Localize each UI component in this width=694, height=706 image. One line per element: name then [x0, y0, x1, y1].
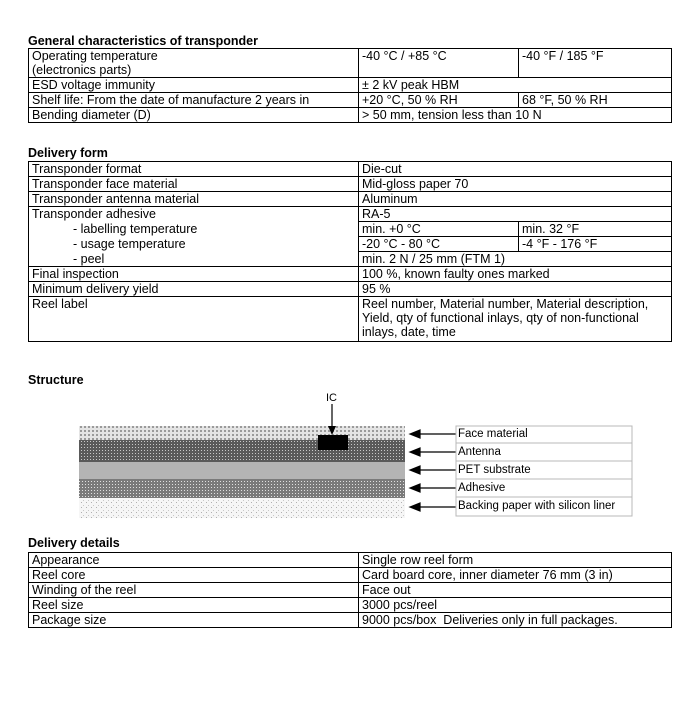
table-row [29, 237, 672, 252]
table-row [29, 267, 672, 282]
section-title-delivery-form: Delivery form [28, 146, 108, 160]
row-value: -20 °C - 80 °C [359, 237, 519, 252]
row-label-sub: - labelling temperature [29, 222, 359, 237]
row-label: Transponder format [29, 162, 359, 177]
row-value: min. +0 °C [359, 222, 519, 237]
row-label: Transponder face material [29, 177, 359, 192]
row-label: Package size [29, 613, 359, 628]
row-label: Minimum delivery yield [29, 282, 359, 297]
row-label: Reel core [29, 568, 359, 583]
ic-chip [318, 435, 348, 450]
row-label: Transponder adhesive [29, 207, 359, 222]
row-value: Die-cut [359, 162, 672, 177]
row-value: min. 2 N / 25 mm (FTM 1) [359, 252, 672, 267]
row-value: +20 °C, 50 % RH [359, 93, 519, 108]
section-title-general: General characteristics of transponder [28, 34, 258, 48]
row-value-imperial: -40 °F / 185 °F [519, 49, 672, 78]
table-row [29, 297, 672, 342]
row-label [29, 49, 359, 78]
table-row [29, 192, 672, 207]
row-value: 3000 pcs/reel [359, 598, 672, 613]
row-value: RA-5 [359, 207, 672, 222]
row-value: > 50 mm, tension less than 10 N [359, 108, 672, 123]
row-value: 100 %, known faulty ones marked [359, 267, 672, 282]
row-value: 95 % [359, 282, 672, 297]
row-label: Final inspection [29, 267, 359, 282]
table-row [29, 613, 672, 628]
table-row [29, 49, 672, 78]
delivery-form-table [28, 161, 672, 342]
row-label: Appearance [29, 553, 359, 568]
row-value-imperial: -4 °F - 176 °F [519, 237, 672, 252]
row-value: Reel number, Material number, Material description, Yield, qty of functional inlays, qty of non-functional inlays, date, time [359, 297, 672, 342]
face-material-layer [79, 426, 405, 440]
row-value: -40 °C / +85 °C [359, 49, 519, 78]
delivery-details-table [28, 552, 672, 628]
table-row [29, 78, 672, 93]
table-row [29, 553, 672, 568]
row-label-sub: - peel [29, 252, 359, 267]
adhesive-layer [79, 479, 405, 498]
table-row [29, 177, 672, 192]
antenna-layer [79, 440, 405, 462]
table-row [29, 207, 672, 222]
row-value-imperial: min. 32 °F [519, 222, 672, 237]
row-label-sub: - usage temperature [29, 237, 359, 252]
section-title-structure: Structure [28, 373, 84, 387]
table-row [29, 162, 672, 177]
row-value: 9000 pcs/box Deliveries only in full packages. [359, 613, 672, 628]
layer-label-adhesive: Adhesive [458, 482, 506, 494]
row-value: Mid-gloss paper 70 [359, 177, 672, 192]
row-label: Reel label [29, 297, 359, 342]
row-value: Single row reel form [359, 553, 672, 568]
table-row [29, 108, 672, 123]
row-label: Bending diameter (D) [29, 108, 359, 123]
table-row [29, 282, 672, 297]
row-label: Reel size [29, 598, 359, 613]
layer-label-face: Face material [458, 428, 528, 440]
table-row [29, 598, 672, 613]
row-value: Card board core, inner diameter 76 mm (3 in) [359, 568, 672, 583]
table-row [29, 252, 672, 267]
label-line-2: (electronics parts) [32, 63, 132, 77]
row-label: Shelf life: From the date of manufacture 2 years in [29, 93, 359, 108]
table-row [29, 93, 672, 108]
ic-label: IC [326, 392, 337, 404]
row-label: Transponder antenna material [29, 192, 359, 207]
structure-diagram [0, 390, 694, 520]
row-label: ESD voltage immunity [29, 78, 359, 93]
table-row [29, 222, 672, 237]
row-value: ± 2 kV peak HBM [359, 78, 672, 93]
layer-label-backing: Backing paper with silicon liner [458, 500, 616, 512]
row-value: Face out [359, 583, 672, 598]
row-value: Aluminum [359, 192, 672, 207]
layer-arrows [410, 430, 456, 511]
label-line-1: Operating temperature [32, 49, 158, 63]
layer-label-pet: PET substrate [458, 464, 531, 476]
pet-substrate-layer [79, 462, 405, 479]
layer-label-antenna: Antenna [458, 446, 501, 458]
section-title-delivery-details: Delivery details [28, 536, 120, 550]
table-row [29, 583, 672, 598]
backing-paper-layer [79, 498, 405, 518]
row-value-imperial: 68 °F, 50 % RH [519, 93, 672, 108]
table-row [29, 568, 672, 583]
general-characteristics-table [28, 48, 672, 123]
row-label: Winding of the reel [29, 583, 359, 598]
